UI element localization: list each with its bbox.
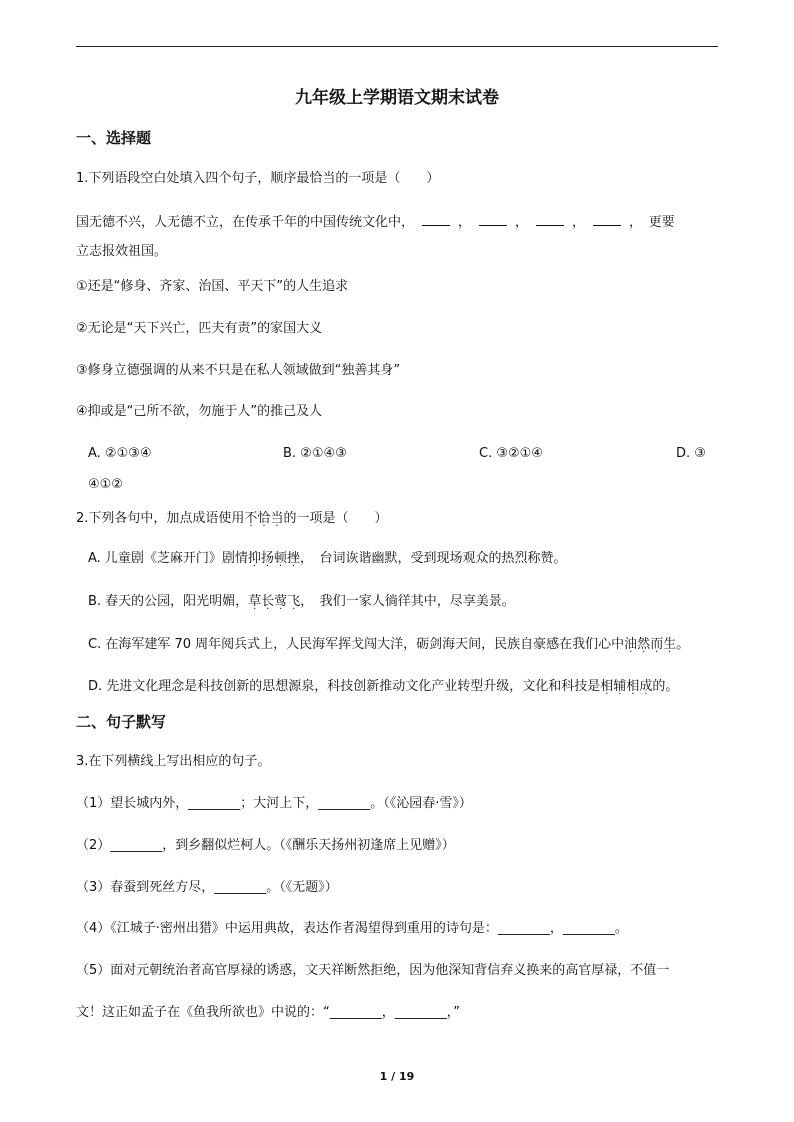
q3-line-2: （2）________，到乡翻似烂柯人。（《酬乐天扬州初逢席上见赠》） xyxy=(76,838,455,853)
q1-option-c: C. ③②①④ xyxy=(479,446,543,461)
q2-a-pre: A. 儿童剧《芝麻开门》剧情 xyxy=(88,551,248,566)
dotted-char: 成 xyxy=(639,679,653,694)
q1-option-d-wrap: ④①② xyxy=(88,477,123,492)
q3-line-6: 文！这正如孟子在《鱼我所欲也》中说的：“________，________，” xyxy=(76,1005,460,1020)
blank-sep-2: ， xyxy=(515,215,529,230)
dotted-char: 而 xyxy=(650,637,664,652)
q1-option-a: A. ②①③④ xyxy=(88,446,152,461)
dotted-char: 不 xyxy=(244,511,258,526)
q2-stem-dotted xyxy=(244,511,283,526)
q2-c-idiom xyxy=(624,637,676,652)
dotted-char: 当 xyxy=(270,511,284,526)
blank-sep-1: ， xyxy=(458,215,472,230)
q3-line-5: （5）面对元朝统治者高官厚禄的诱惑，文天祥断然拒绝，因为他深知背信弃义换来的高官厚禄，不值一 xyxy=(76,963,670,978)
dotted-char: 油 xyxy=(624,637,638,652)
q1-passage-text: 国无德不兴，人无德不立，在传承千年的中国传统文化中， xyxy=(76,215,415,230)
dotted-char: 莺 xyxy=(274,594,288,609)
q1-option-b: B. ②①④③ xyxy=(283,446,347,461)
blank-4 xyxy=(593,212,621,226)
q1-passage-line2: 立志报效祖国。 xyxy=(76,244,168,259)
dotted-char: 长 xyxy=(261,594,275,609)
q2-c-pre: C. 在海军建军 70 周年阅兵式上，人民海军挥戈闯大洋，砺剑海天间，民族自豪感在我们心中 xyxy=(88,637,625,652)
section-heading-recitation: 二、句子默写 xyxy=(76,713,167,731)
q1-item-3: ③修身立德强调的从来不只是在私人领域做到“独善其身” xyxy=(76,363,401,378)
header-rule xyxy=(76,46,718,47)
q1-passage-line1 xyxy=(76,212,675,232)
blank-3 xyxy=(536,212,564,226)
q2-b-post: ， 我们一家人徜徉其中，尽享美景。 xyxy=(300,594,515,609)
q2-d-pre: D. 先进文化理念是科技创新的思想源泉，科技创新推动文化产业转型升级，文化和科技是 xyxy=(88,679,601,694)
q2-option-d xyxy=(88,678,678,696)
page-title: 九年级上学期语文期末试卷 xyxy=(295,88,499,108)
q1-stem: 1.下列语段空白处填入四个句子，顺序最恰当的一项是（ ） xyxy=(76,171,440,186)
q2-stem-pre: 2.下列各句中，加点成语使用 xyxy=(76,511,245,526)
q2-stem xyxy=(76,510,387,528)
dotted-char: 相 xyxy=(600,679,614,694)
q2-b-idiom xyxy=(248,594,300,609)
q2-option-c xyxy=(88,636,689,654)
q2-option-b xyxy=(88,593,515,611)
q1-item-2: ②无论是“天下兴亡，匹夫有责”的家国大义 xyxy=(76,321,323,336)
dotted-char: 扬 xyxy=(260,551,274,566)
dotted-char: 相 xyxy=(626,679,640,694)
q1-option-d: D. ③ xyxy=(676,446,706,461)
q2-stem-post: 的一项是（ ） xyxy=(283,511,388,526)
q2-option-a xyxy=(88,550,567,568)
dotted-char: 飞 xyxy=(287,594,301,609)
q3-stem: 3.在下列横线上写出相应的句子。 xyxy=(76,754,271,769)
blank-2 xyxy=(479,212,507,226)
q3-line-1: （1）望长城内外，________；大河上下，________。（《沁园春·雪》） xyxy=(76,796,472,811)
dotted-char: 抑 xyxy=(247,551,261,566)
q3-line-4: （4）《江城子·密州出猎》中运用典故，表达作者渴望得到重用的诗句是：________，________。 xyxy=(76,921,628,936)
q2-a-post: ， 台词诙谐幽默，受到现场观众的热烈称赞。 xyxy=(300,551,567,566)
q1-item-4: ④抑或是“己所不欲，勿施于人”的推己及人 xyxy=(76,404,323,419)
dotted-char: 生 xyxy=(663,637,677,652)
blank-sep-3: ， xyxy=(572,215,586,230)
dotted-char: 顿 xyxy=(273,551,287,566)
q2-d-idiom xyxy=(600,679,652,694)
dotted-char: 挫 xyxy=(286,551,300,566)
q1-passage-end: ， 更要 xyxy=(629,215,675,230)
q1-item-1: ①还是“修身、齐家、治国、平天下”的人生追求 xyxy=(76,279,349,294)
q2-c-post: 。 xyxy=(676,637,690,652)
dotted-char: 辅 xyxy=(613,679,627,694)
dotted-char: 然 xyxy=(637,637,651,652)
q2-d-post: 的。 xyxy=(652,679,679,694)
q2-a-idiom xyxy=(248,551,300,566)
blank-1 xyxy=(422,212,450,226)
q3-line-3: （3）春蚕到死丝方尽，________。（《无题》） xyxy=(76,880,338,895)
page-number: 1 / 19 xyxy=(379,1070,415,1083)
dotted-char: 恰 xyxy=(257,511,271,526)
q2-b-pre: B. 春天的公园，阳光明媚， xyxy=(88,594,249,609)
section-heading-choice: 一、选择题 xyxy=(76,129,152,147)
dotted-char: 草 xyxy=(248,594,262,609)
